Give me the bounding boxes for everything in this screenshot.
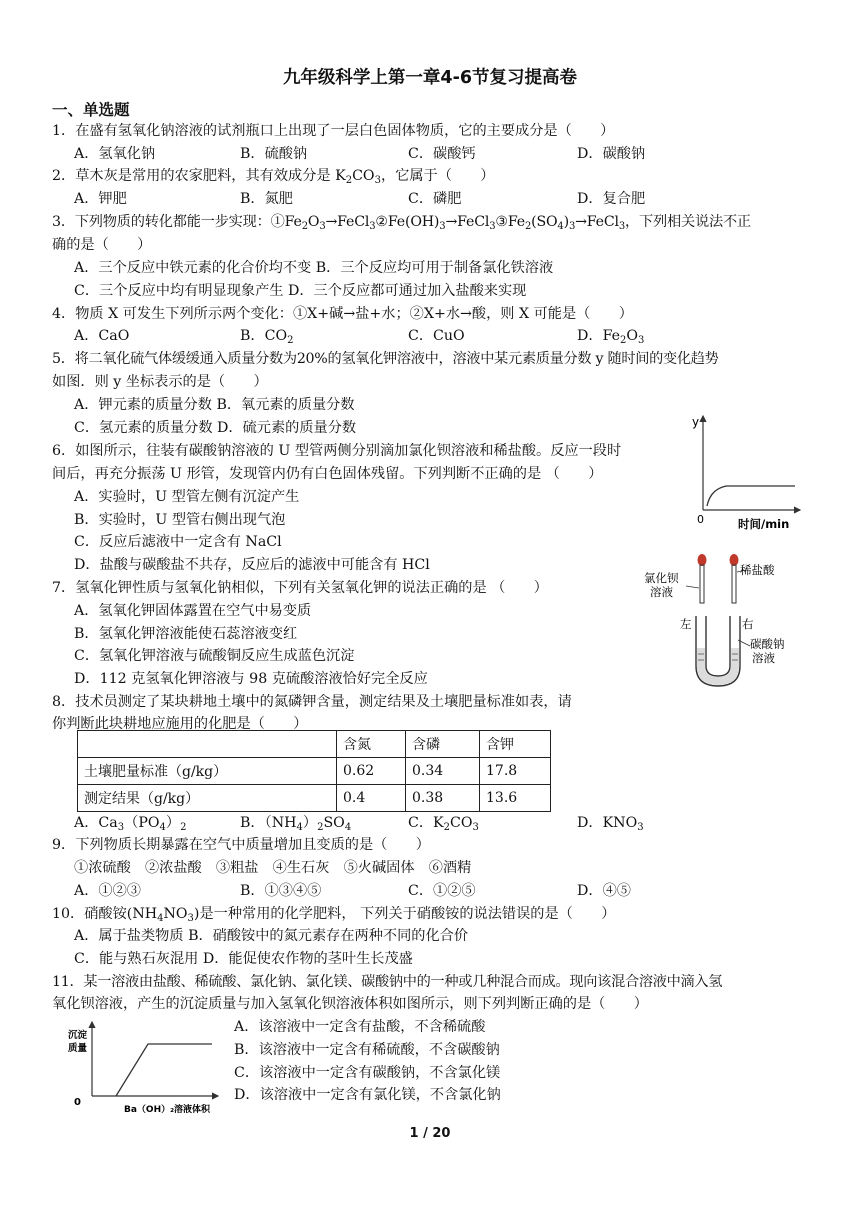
q11-axis-y-label-2: 质量 xyxy=(68,1043,88,1054)
q5-axis-x-label: 时间/min xyxy=(738,517,790,531)
question-11-stem-cont: 氧化钡溶液，产生的沉淀质量与加入氢氧化钡溶液体积如图所示，则下列判断正确的是（ ） xyxy=(52,996,648,1012)
q11-axis-origin: 0 xyxy=(74,1097,81,1108)
page-number: 1 / 20 xyxy=(409,1126,451,1141)
q9-option-c: C．①②⑤ xyxy=(408,883,476,899)
q6-option-c: C．反应后滤液中一定含有 NaCl xyxy=(74,534,282,550)
label-bacl2-solution-2: 溶液 xyxy=(650,585,673,599)
q5-options-cd: C．氢元素的质量分数 D．硫元素的质量分数 xyxy=(74,420,357,436)
question-5-stem: 5．将二氧化硫气体缓缓通入质量分数为20%的氢氧化钾溶液中，溶液中某元素质量分数 y 随时间的变化趋势 xyxy=(52,351,719,367)
table-cell: 测定结果（g/kg） xyxy=(78,785,337,812)
q4-option-d: D．$Fe_2O_3$ xyxy=(577,328,645,346)
q7-option-d: D．112 克氢氧化钾溶液与 98 克硫酸溶液恰好完全反应 xyxy=(74,671,428,687)
q11-graph-figure xyxy=(66,1018,226,1118)
q3-options-ab: A．三个反应中铁元素的化合价均不变 B．三个反应均可用于制备氯化铁溶液 xyxy=(74,260,554,276)
table-header-row xyxy=(78,731,551,758)
dropper-bulb-right xyxy=(730,554,739,566)
question-8-stem-cont: 你判断此块耕地应施用的化肥是（ ） xyxy=(52,716,308,732)
q2-option-b: B．氮肥 xyxy=(240,191,293,207)
label-right: 右 xyxy=(742,617,754,631)
q11-axis-y-label: 沉淀 xyxy=(68,1030,88,1041)
section-heading: 一、单选题 xyxy=(52,101,130,119)
q2-option-a: A．钾肥 xyxy=(74,191,127,207)
table-cell: 17.8 xyxy=(480,758,551,785)
q6-option-d: D．盐酸与碳酸盐不共存，反应后的滤液中可能含有 HCl xyxy=(74,557,430,573)
table-header-cell: 含磷 xyxy=(406,731,480,758)
table-cell: 0.34 xyxy=(406,758,480,785)
table-row xyxy=(78,758,551,785)
q2-option-d: D．复合肥 xyxy=(577,191,646,207)
q8-option-d: D．$KNO_3$ xyxy=(577,815,644,833)
table-cell: 0.38 xyxy=(406,785,480,812)
table-header-cell: 含氮 xyxy=(337,731,406,758)
question-6-stem: 6．如图所示，往装有碳酸钠溶液的 U 型管两侧分别滴加氯化钡溶液和稀盐酸。反应一段时 xyxy=(52,443,622,459)
q11-curve xyxy=(116,1044,212,1096)
table-header-cell xyxy=(78,731,337,758)
q6-u-tube-figure xyxy=(642,548,802,693)
q1-option-b: B．硫酸钠 xyxy=(240,146,308,162)
q4-option-a: A．CaO xyxy=(74,328,130,344)
table-cell: 0.62 xyxy=(337,758,406,785)
q3-options-cd: C．三个反应中均有明显现象产生 D．三个反应都可通过加入盐酸来实现 xyxy=(74,283,527,299)
q11-option-c: C．该溶液中一定含有碳酸钠，不含氯化镁 xyxy=(234,1065,501,1081)
table-cell: 0.4 xyxy=(337,785,406,812)
q5-axis-y-label: y xyxy=(692,415,700,429)
q5-axis-origin: 0 xyxy=(697,513,704,526)
q9-items: ①浓硫酸 ②浓盐酸 ③粗盐 ④生石灰 ⑤火碱固体 ⑥酒精 xyxy=(74,860,472,876)
label-bacl2-solution: 氯化钡 xyxy=(644,571,679,585)
question-4-stem: 4．物质 X 可发生下列所示两个变化：①X+碱→盐+水；②X+水→酸，则 X 可能是（ ） xyxy=(52,306,633,322)
q9-option-b: B．①③④⑤ xyxy=(240,883,322,899)
q1-option-d: D．碳酸钠 xyxy=(577,146,646,162)
table-cell: 13.6 xyxy=(480,785,551,812)
table-cell: 土壤肥量标准（g/kg） xyxy=(78,758,337,785)
question-3-stem: 3．下列物质的转化都能一步实现：$①Fe_2O_3\to FeCl_3②Fe(OH)_3\to FeCl_3③Fe_2(SO_4)_3\to FeCl_3$，下列相关说法不正 xyxy=(52,214,751,232)
q1-option-c: C．碳酸钙 xyxy=(408,146,476,162)
q7-option-b: B．氢氧化钾溶液能使石蕊溶液变红 xyxy=(74,626,298,642)
label-dilute-hcl: 稀盐酸 xyxy=(740,563,775,577)
table-row xyxy=(78,785,551,812)
q8-option-a: A．$Ca_3(PO_4)_2$ xyxy=(74,815,187,833)
q5-curve xyxy=(707,486,795,506)
q7-option-a: A．氢氧化钾固体露置在空气中易变质 xyxy=(74,603,312,619)
q7-option-c: C．氢氧化钾溶液与硫酸铜反应生成蓝色沉淀 xyxy=(74,648,355,664)
q10-options-cd: C．能与熟石灰混用 D．能促使农作物的茎叶生长茂盛 xyxy=(74,951,413,967)
q11-option-b: B．该溶液中一定含有稀硫酸，不含碳酸钠 xyxy=(234,1042,500,1058)
page-title: 九年级科学上第一章4-6节复习提高卷 xyxy=(282,68,578,88)
q11-option-a: A．该溶液中一定含有盐酸，不含稀硫酸 xyxy=(234,1019,486,1035)
q8-option-c: C．$K_2CO_3$ xyxy=(408,815,479,833)
q9-option-a: A．①②③ xyxy=(74,883,141,899)
question-2-stem: 2．草木灰是常用的农家肥料，其有效成分是 $K_2CO_3$，它属于（ ） xyxy=(52,168,495,186)
label-na2co3-solution: 碳酸钠 xyxy=(750,637,785,651)
question-7-stem: 7．氢氧化钾性质与氢氧化钠相似，下列有关氢氧化钾的说法正确的是 （ ） xyxy=(52,580,548,596)
dropper-bulb-left xyxy=(698,554,707,566)
q11-axis-x-label: Ba（OH）₂溶液体积 xyxy=(124,1105,211,1115)
q1-option-a: A．氢氧化钠 xyxy=(74,146,156,162)
q6-option-a: A．实验时，U 型管左侧有沉淀产生 xyxy=(74,489,300,505)
q6-option-b: B．实验时，U 型管右侧出现气泡 xyxy=(74,512,286,528)
q9-option-d: D．④⑤ xyxy=(577,883,631,899)
question-11-stem: 11．某一溶液由盐酸、稀硫酸、氯化钠、氯化镁、碳酸钠中的一种或几种混合而成。现向该混合溶液中滴入氢 xyxy=(52,974,723,990)
label-left: 左 xyxy=(680,617,692,631)
question-6-stem-cont: 间后，再充分振荡 U 形管，发现管内仍有白色固体残留。下列判断不正确的是 （ ） xyxy=(52,466,603,482)
soil-nutrient-table xyxy=(77,730,551,812)
q8-option-b: B．$(NH_4)_2SO_4$ xyxy=(240,815,352,833)
q4-option-c: C．CuO xyxy=(408,328,465,344)
question-10-stem: 10．硝酸铵$(NH_4NO_3)$是一种常用的化学肥料， 下列关于硝酸铵的说法错误的是（ ） xyxy=(52,906,616,924)
q2-option-c: C．磷肥 xyxy=(408,191,462,207)
question-5-stem-cont: 如图．则 y 坐标表示的是（ ） xyxy=(52,374,268,390)
question-9-stem: 9．下列物质长期暴露在空气中质量增加且变质的是（ ） xyxy=(52,837,430,853)
question-8-stem: 8．技术员测定了某块耕地土壤中的氮磷钾含量，测定结果及土壤肥量标准如表，请 xyxy=(52,694,572,710)
q5-graph-figure xyxy=(690,410,805,535)
table-header-cell: 含钾 xyxy=(480,731,551,758)
label-na2co3-solution-2: 溶液 xyxy=(752,651,775,665)
q10-options-ab: A．属于盐类物质 B．硝酸铵中的氮元素存在两种不同的化合价 xyxy=(74,928,469,944)
q11-option-d: D．该溶液中一定含有氯化镁，不含氯化钠 xyxy=(234,1087,501,1103)
question-1-stem: 1．在盛有氢氧化钠溶液的试剂瓶口上出现了一层白色固体物质，它的主要成分是（ ） xyxy=(52,123,615,139)
q4-option-b: B．$CO_2$ xyxy=(240,328,294,346)
question-3-stem-cont: 确的是（ ） xyxy=(52,237,152,253)
q5-options-ab: A．钾元素的质量分数 B．氧元素的质量分数 xyxy=(74,397,355,413)
